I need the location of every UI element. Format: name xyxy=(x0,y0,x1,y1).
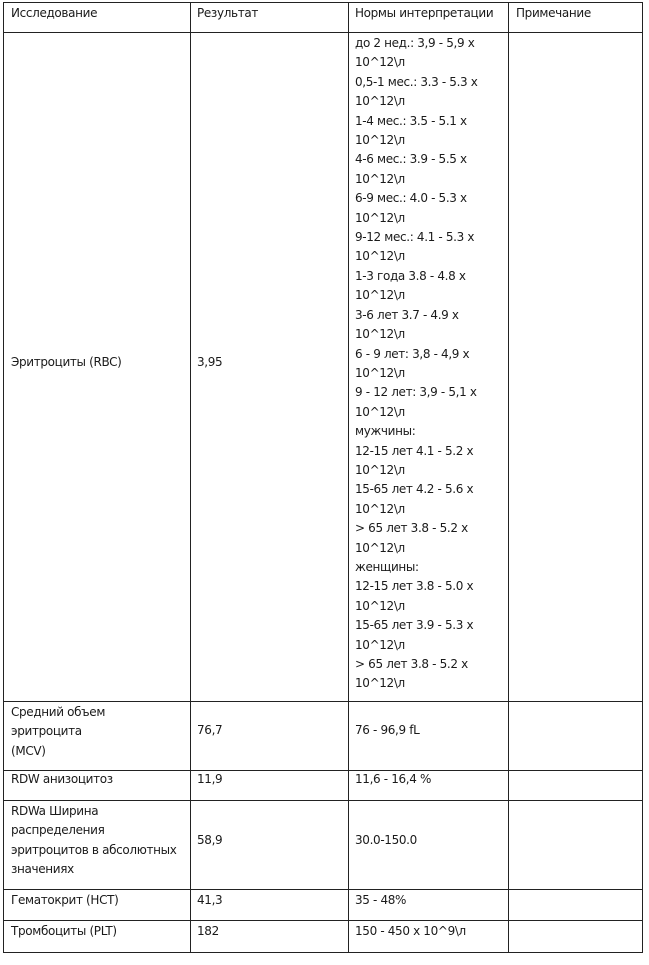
norm-line: 0,5-1 мес.: 3.3 - 5.3 x xyxy=(355,74,478,89)
test-name-line: (MCV) xyxy=(11,743,46,758)
header-test: Исследование xyxy=(11,6,98,20)
test-name-line: эритроцита xyxy=(11,724,82,739)
norm-line: 10^12\л xyxy=(355,598,405,613)
test-name-line: распределения xyxy=(11,823,105,838)
norm-line: 3-6 лет 3.7 - 4.9 x xyxy=(355,307,459,322)
norm-line: 10^12\л xyxy=(355,540,405,555)
result-rbc: 3,95 xyxy=(197,355,223,369)
norm-line: 10^12\л xyxy=(355,676,405,691)
norm-line: 1-4 мес.: 3.5 - 5.1 x xyxy=(355,113,467,128)
header-norms: Нормы интерпретации xyxy=(355,6,494,20)
result-rdw: 11,9 xyxy=(197,772,223,786)
norm-line: 10^12\л xyxy=(355,249,405,264)
norm-line: 10^12\л xyxy=(355,171,405,186)
norm-line: > 65 лет 3.8 - 5.2 x xyxy=(355,521,468,536)
test-name-rdwa xyxy=(11,802,177,880)
norm-line: 15-65 лет 4.2 - 5.6 x xyxy=(355,482,474,497)
norm-line: 10^12\л xyxy=(355,288,405,303)
test-name-hct: Гематокрит (HCT) xyxy=(11,893,119,907)
norm-line: > 65 лет 3.8 - 5.2 x xyxy=(355,657,468,671)
norm-line: до 2 нед.: 3,9 - 5,9 x xyxy=(355,36,475,50)
norm-line: 10^12\л xyxy=(355,365,405,380)
norm-line: 9 - 12 лет: 3,9 - 5,1 x xyxy=(355,385,477,400)
norm-line: 10^12\л xyxy=(355,210,405,225)
result-rdwa: 58,9 xyxy=(197,833,223,847)
norm-line: 10^12\л xyxy=(355,637,405,652)
test-name-rdw: RDW анизоцитоз xyxy=(11,772,113,786)
norm-line: 12-15 лет 4.1 - 5.2 x xyxy=(355,443,474,458)
norm-line: 10^12\л xyxy=(355,94,405,109)
test-name-rbc: Эритроциты (RBC) xyxy=(11,355,122,369)
norm-line: 4-6 мес.: 3.9 - 5.5 x xyxy=(355,152,467,167)
result-hct: 41,3 xyxy=(197,893,223,907)
norm-line: женщины: xyxy=(355,559,419,574)
norm-line: 10^12\л xyxy=(355,462,405,477)
header-note: Примечание xyxy=(516,6,591,20)
test-name-line: Средний объем xyxy=(11,705,106,719)
header-result: Результат xyxy=(197,6,259,20)
norm-line: 12-15 лет 3.8 - 5.0 x xyxy=(355,579,474,594)
norm-line: 10^12\л xyxy=(355,55,405,70)
test-name-line: значениях xyxy=(11,862,74,877)
norms-rdwa: 30.0-150.0 xyxy=(355,833,417,847)
test-name-mcv xyxy=(11,703,105,761)
norms-rdw: 11,6 - 16,4 % xyxy=(355,772,432,786)
test-name-line: RDWa Ширина xyxy=(11,804,99,818)
norms-mcv: 76 - 96,9 fL xyxy=(355,723,420,737)
norm-line: 6 - 9 лет: 3,8 - 4,9 x xyxy=(355,346,470,361)
norm-line: 6-9 мес.: 4.0 - 5.3 x xyxy=(355,191,467,206)
norm-line: 10^12\л xyxy=(355,327,405,342)
result-mcv: 76,7 xyxy=(197,723,223,737)
norm-line: 10^12\л xyxy=(355,404,405,419)
result-plt: 182 xyxy=(197,924,219,938)
norm-line: 1-3 года 3.8 - 4.8 x xyxy=(355,268,466,283)
norm-line: 10^12\л xyxy=(355,501,405,516)
norm-line: 9-12 мес.: 4.1 - 5.3 x xyxy=(355,230,475,245)
norms-rbc xyxy=(355,34,478,694)
norm-line: 10^12\л xyxy=(355,133,405,148)
norm-line: мужчины: xyxy=(355,424,416,439)
norms-hct: 35 - 48% xyxy=(355,893,407,907)
test-name-plt: Тромбоциты (PLT) xyxy=(11,924,117,938)
test-name-line: эритроцитов в абсолютных xyxy=(11,842,177,857)
norm-line: 15-65 лет 3.9 - 5.3 x xyxy=(355,618,474,633)
norms-plt: 150 - 450 x 10^9\л xyxy=(355,924,466,938)
